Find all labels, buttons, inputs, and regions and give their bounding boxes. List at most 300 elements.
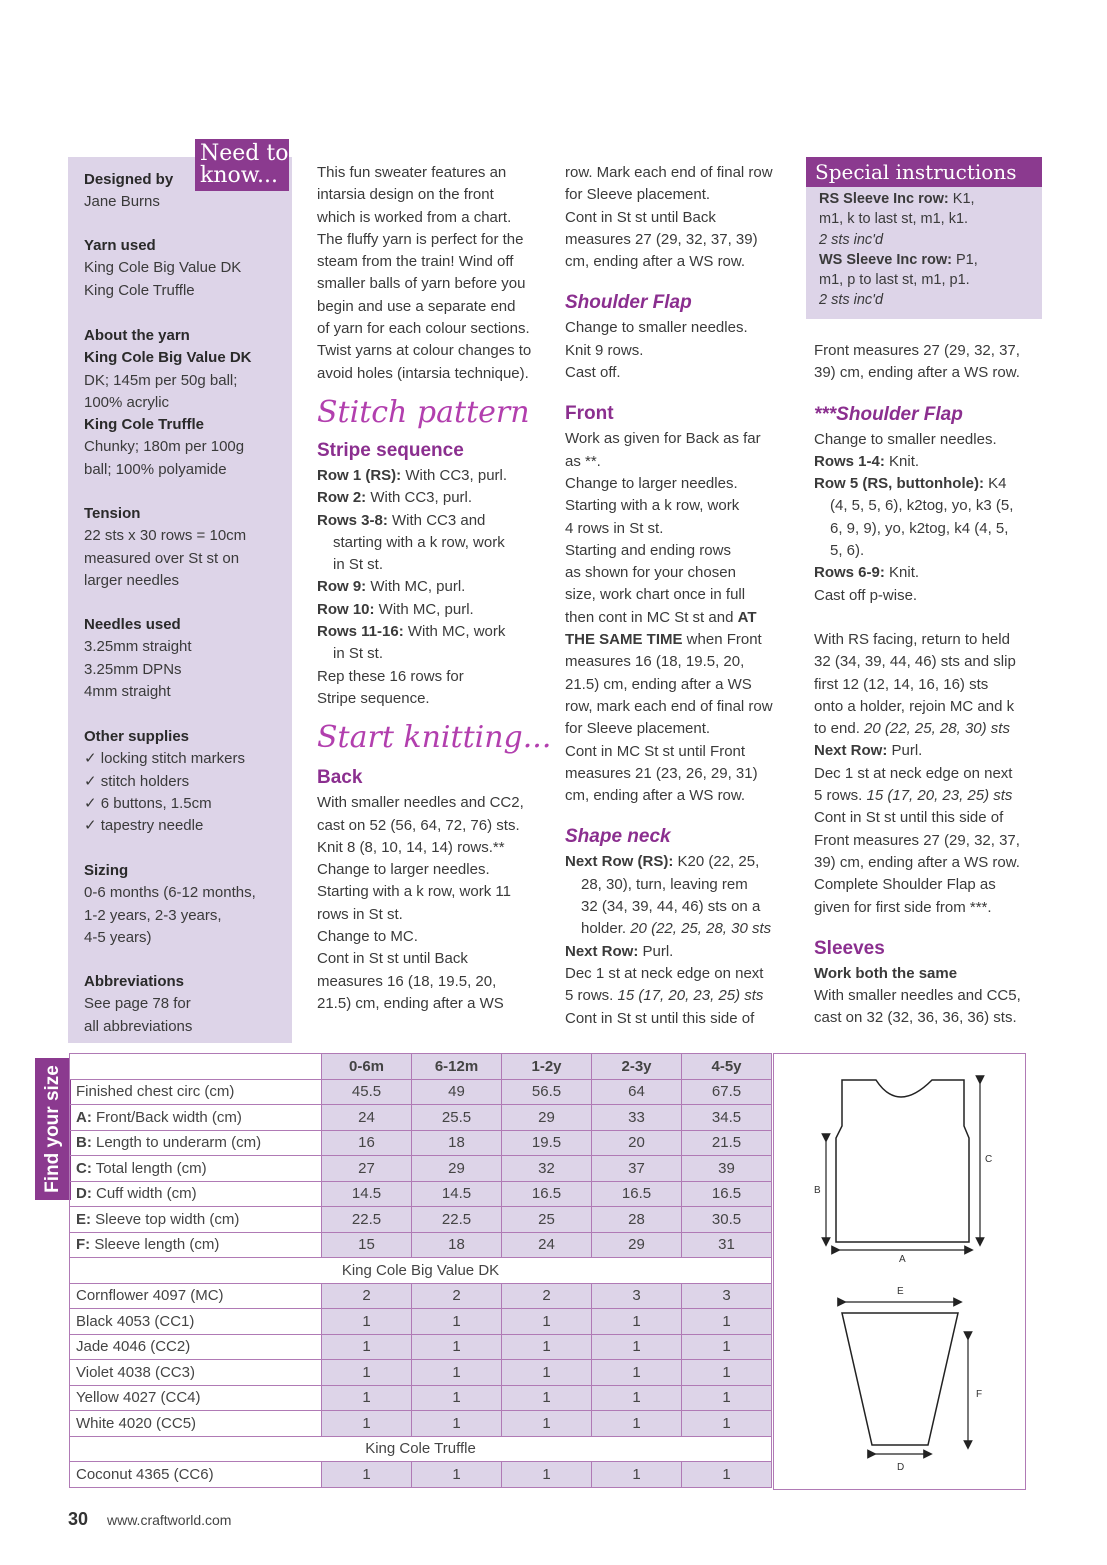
table-cell: 14.5 bbox=[322, 1181, 412, 1207]
measurement-key: D: bbox=[76, 1185, 92, 1203]
back-text: Change to larger needles. bbox=[317, 861, 490, 879]
sizing-text: 4-5 years) bbox=[84, 928, 152, 946]
table-cell: 24 bbox=[322, 1105, 412, 1131]
abbreviations-text: See page 78 for bbox=[84, 995, 191, 1013]
row-text: 32 (34, 39, 44, 46) sts on a bbox=[581, 898, 761, 916]
cont-text: given for first side from ***. bbox=[814, 898, 992, 916]
front-text: 4 rows in St st. bbox=[565, 519, 664, 537]
label-b: B bbox=[814, 1185, 821, 1196]
yarn-used-label: Yarn used bbox=[84, 237, 156, 254]
table-header-row bbox=[70, 1054, 772, 1080]
sleeves-text: cast on 32 (32, 36, 36, 36) sts. bbox=[814, 1009, 1017, 1027]
rs-facing-text: With RS facing, return to held bbox=[814, 630, 1010, 648]
row-label: Row 2: bbox=[317, 489, 367, 507]
back-text: Starting with a k row, work 11 bbox=[317, 883, 511, 901]
cast-off-text: Cast off p-wise. bbox=[814, 586, 918, 604]
supply-item: ✓ tapestry needle bbox=[84, 817, 204, 835]
back-heading: Back bbox=[317, 767, 363, 789]
table-cell: 1 bbox=[682, 1360, 772, 1386]
cont-text: Cont in St st until this side of bbox=[565, 1009, 755, 1027]
row-text: With CC3 and bbox=[387, 511, 486, 529]
find-your-size-label: Find your size bbox=[42, 1065, 63, 1193]
row-text: K20 (22, 25, bbox=[673, 853, 760, 871]
stitch-count: 2 sts inc'd bbox=[819, 231, 884, 248]
body-outline bbox=[836, 1080, 969, 1242]
cont-text: Complete Shoulder Flap as bbox=[814, 876, 996, 894]
yarn-label: Jade 4046 (CC2) bbox=[70, 1334, 322, 1360]
front-text: as shown for your chosen bbox=[565, 564, 736, 582]
intro-line: intarsia design on the front bbox=[317, 186, 494, 204]
row-text: in St st. bbox=[333, 645, 384, 663]
table-row bbox=[70, 1105, 772, 1131]
start-knitting-heading: Start knitting... bbox=[317, 720, 552, 756]
row-label: Next Row: bbox=[814, 742, 888, 760]
yarn1-desc: 100% acrylic bbox=[84, 393, 170, 411]
column-3 bbox=[814, 340, 1044, 1030]
rows-3-8 bbox=[317, 510, 557, 532]
shoulder-flap-2-heading: ***Shoulder Flap bbox=[814, 403, 963, 425]
column-2 bbox=[565, 162, 800, 1030]
back-text: Cont in St st until Back bbox=[565, 208, 716, 226]
page-number: 30 bbox=[68, 1509, 89, 1529]
yarn2-desc: ball; 100% polyamide bbox=[84, 460, 227, 478]
yarn-label: Cornflower 4097 (MC) bbox=[70, 1283, 322, 1309]
dec-text: 5 rows. bbox=[565, 987, 618, 1005]
rs-facing-text: 32 (34, 39, 44, 46) sts and slip bbox=[814, 653, 1016, 671]
shoulder-text: Cast off. bbox=[565, 364, 621, 382]
size-table bbox=[69, 1053, 772, 1488]
dec-text: Dec 1 st at neck edge on next bbox=[565, 964, 764, 982]
table-cell: 16 bbox=[322, 1130, 412, 1156]
tag-line-2: know... bbox=[200, 163, 278, 188]
sizing-label: Sizing bbox=[84, 862, 129, 879]
stitch-pattern-heading: Stitch pattern bbox=[317, 394, 530, 430]
measurement-label: Finished chest circ (cm) bbox=[70, 1079, 322, 1105]
table-cell: 37 bbox=[592, 1156, 682, 1182]
needles-label: Needles used bbox=[84, 616, 181, 633]
stitch-count: 20 (22, 25, 28, 30 sts bbox=[630, 920, 772, 938]
stitch-count: 15 (17, 20, 23, 25) sts bbox=[866, 787, 1013, 805]
table-cell: 1 bbox=[592, 1411, 682, 1437]
table-cell: 1 bbox=[592, 1360, 682, 1386]
table-cell: 1 bbox=[502, 1411, 592, 1437]
front-text: 21.5) cm, ending after a WS bbox=[565, 675, 752, 693]
table-cell: 33 bbox=[592, 1105, 682, 1131]
supply-item: ✓ stitch holders bbox=[84, 772, 190, 790]
front-text bbox=[565, 629, 800, 651]
table-cell: 2 bbox=[502, 1283, 592, 1309]
row-text: m1, p to last st, m1, p1. bbox=[819, 272, 970, 289]
same-time-bold: THE SAME TIME bbox=[565, 631, 683, 649]
row-text: K1, bbox=[948, 191, 975, 207]
row-label: Rows 1-4: bbox=[814, 452, 885, 470]
back-text: Cont in St st until Back bbox=[317, 950, 468, 968]
table-cell: 1 bbox=[682, 1334, 772, 1360]
tension-text: measured over St st on bbox=[84, 549, 240, 567]
front-text: Front measures 27 (29, 32, 37, bbox=[814, 342, 1020, 359]
row-label: WS Sleeve Inc row: bbox=[819, 251, 952, 268]
measurement-label: D: Cuff width (cm) bbox=[70, 1181, 322, 1207]
sleeves-heading: Sleeves bbox=[814, 937, 885, 959]
work-both-text: Work both the same bbox=[814, 964, 958, 982]
back-text: cast on 52 (56, 64, 72, 76) sts. bbox=[317, 816, 520, 834]
abbreviations-label: Abbreviations bbox=[84, 973, 185, 990]
table-cell: 1 bbox=[502, 1309, 592, 1335]
row-label: Rows 11-16: bbox=[317, 623, 404, 641]
table-cell: 34.5 bbox=[682, 1105, 772, 1131]
sleeve-outline bbox=[842, 1313, 958, 1445]
row-label: Row 10: bbox=[317, 600, 375, 618]
table-cell: 3 bbox=[682, 1283, 772, 1309]
table-row bbox=[70, 1130, 772, 1156]
table-cell: 31 bbox=[682, 1232, 772, 1258]
rs-facing-text: onto a holder, rejoin MC and k bbox=[814, 697, 1015, 715]
back-text: for Sleeve placement. bbox=[565, 186, 711, 204]
needle-item: 4mm straight bbox=[84, 682, 171, 700]
label-c: C bbox=[985, 1154, 993, 1165]
intro-line: steam from the train! Wind off bbox=[317, 253, 514, 271]
table-cell: 67.5 bbox=[682, 1079, 772, 1105]
table-cell: 1 bbox=[592, 1309, 682, 1335]
shoulder-text: Knit 9 rows. bbox=[565, 341, 644, 359]
size-header: 4-5y bbox=[682, 1054, 772, 1080]
front-text-span: when Front bbox=[682, 631, 762, 649]
table-cell: 1 bbox=[682, 1411, 772, 1437]
table-cell: 16.5 bbox=[682, 1181, 772, 1207]
table-cell: 15 bbox=[322, 1232, 412, 1258]
row-label: Rows 6-9: bbox=[814, 564, 885, 582]
front-text: for Sleeve placement. bbox=[565, 720, 711, 738]
rows-1-4 bbox=[814, 451, 1044, 473]
yarn-label: Black 4053 (CC1) bbox=[70, 1309, 322, 1335]
measurement-key: A: bbox=[76, 1108, 92, 1126]
table-cell: 45.5 bbox=[322, 1079, 412, 1105]
repeat-text: Stripe sequence. bbox=[317, 689, 430, 707]
front-text: Starting and ending rows bbox=[565, 541, 731, 559]
table-cell: 18 bbox=[412, 1232, 502, 1258]
stitch-count: 20 (22, 25, 28, 30) sts bbox=[864, 720, 1010, 738]
stripe-sequence-heading: Stripe sequence bbox=[317, 439, 464, 461]
row-text: Knit. bbox=[884, 564, 920, 582]
measurement-key: E: bbox=[76, 1210, 91, 1228]
table-cell: 25 bbox=[502, 1207, 592, 1233]
table-cell: 30.5 bbox=[682, 1207, 772, 1233]
rows-11-16 bbox=[317, 621, 557, 643]
table-cell: 29 bbox=[502, 1105, 592, 1131]
row-text: 6, 9, 9), yo, k2tog, k4 (4, 5, bbox=[830, 519, 1009, 537]
back-text: Knit 8 (8, 10, 14, 14) rows.** bbox=[317, 838, 505, 856]
abbreviations-text: all abbreviations bbox=[84, 1017, 193, 1035]
need-to-know-tag bbox=[195, 139, 289, 191]
table-cell: 1 bbox=[412, 1411, 502, 1437]
supplies-label: Other supplies bbox=[84, 728, 190, 745]
table-row bbox=[70, 1207, 772, 1233]
back-text: Change to MC. bbox=[317, 928, 418, 946]
measurement-key: B: bbox=[76, 1134, 92, 1152]
sizing-text: 1-2 years, 2-3 years, bbox=[84, 906, 222, 924]
front-text: Starting with a k row, work bbox=[565, 497, 740, 515]
row-text: With CC3, purl. bbox=[401, 466, 508, 484]
front-text: Change to larger needles. bbox=[565, 474, 738, 492]
back-text: measures 16 (18, 19.5, 20, bbox=[317, 972, 497, 990]
row-text: With MC, purl. bbox=[366, 578, 466, 596]
front-heading: Front bbox=[565, 403, 614, 425]
sizing-section bbox=[84, 860, 256, 949]
repeat-text: Rep these 16 rows for bbox=[317, 667, 464, 685]
measurement-label: C: Total length (cm) bbox=[70, 1156, 322, 1182]
tension-text: 22 sts x 30 rows = 10cm bbox=[84, 527, 247, 545]
sizing-text: 0-6 months (6-12 months, bbox=[84, 884, 256, 902]
front-text: row, mark each end of final row bbox=[565, 697, 773, 715]
table-cell: 1 bbox=[322, 1411, 412, 1437]
next-row bbox=[565, 941, 800, 963]
row-text: m1, k to last st, m1, k1. bbox=[819, 211, 969, 228]
table-cell: 21.5 bbox=[682, 1130, 772, 1156]
cont-text: Cont in St st until this side of bbox=[814, 809, 1004, 827]
table-cell: 25.5 bbox=[412, 1105, 502, 1131]
intro-line: Twist yarns at colour changes to bbox=[317, 342, 532, 360]
table-cell: 1 bbox=[592, 1334, 682, 1360]
yarn-group-label: King Cole Big Value DK bbox=[70, 1258, 772, 1284]
front-text: as **. bbox=[565, 452, 601, 470]
row-label: Row 1 (RS): bbox=[317, 466, 402, 484]
back-text: row. Mark each end of final row bbox=[565, 164, 773, 181]
row-label: Row 5 (RS, buttonhole): bbox=[814, 475, 984, 493]
table-cell: 14.5 bbox=[412, 1181, 502, 1207]
table-cell: 3 bbox=[592, 1283, 682, 1309]
table-cell: 28 bbox=[592, 1207, 682, 1233]
intro-line: The fluffy yarn is perfect for the bbox=[317, 230, 524, 248]
garment-diagram bbox=[773, 1053, 1026, 1490]
row-text: With MC, purl. bbox=[374, 600, 474, 618]
label-f: F bbox=[976, 1389, 983, 1400]
front-text: cm, ending after a WS row. bbox=[565, 787, 746, 805]
table-row bbox=[70, 1334, 772, 1360]
back-text: rows in St st. bbox=[317, 905, 403, 923]
measurement-label: B: Length to underarm (cm) bbox=[70, 1130, 322, 1156]
row-text: 5, 6). bbox=[830, 542, 865, 560]
table-cell: 1 bbox=[322, 1462, 412, 1488]
rs-sleeve-inc bbox=[819, 189, 1039, 209]
size-header: 1-2y bbox=[502, 1054, 592, 1080]
row-label: Next Row (RS): bbox=[565, 853, 674, 871]
stitch-count: 15 (17, 20, 23, 25) sts bbox=[617, 987, 764, 1005]
table-row bbox=[70, 1156, 772, 1182]
row-label: Rows 3-8: bbox=[317, 511, 388, 529]
column-1 bbox=[317, 162, 557, 1015]
front-text bbox=[565, 607, 800, 629]
dec-line bbox=[814, 785, 1044, 807]
special-instructions-heading: Special instructions bbox=[806, 157, 1042, 187]
back-text: 21.5) cm, ending after a WS bbox=[317, 994, 504, 1012]
table-cell: 20 bbox=[592, 1130, 682, 1156]
yarn-label: Coconut 4365 (CC6) bbox=[70, 1462, 322, 1488]
shoulder-flap-heading: Shoulder Flap bbox=[565, 292, 692, 314]
row-text: (4, 5, 5, 6), k2tog, yo, k3 (5, bbox=[830, 497, 1014, 515]
table-cell: 1 bbox=[592, 1385, 682, 1411]
table-cell: 2 bbox=[412, 1283, 502, 1309]
holder-line bbox=[565, 918, 800, 940]
table-cell: 1 bbox=[682, 1462, 772, 1488]
table-row bbox=[70, 1462, 772, 1488]
header-blank-cell bbox=[70, 1054, 322, 1080]
tension-text: larger needles bbox=[84, 571, 180, 589]
special-instructions-content bbox=[819, 189, 1039, 311]
table-row bbox=[70, 1411, 772, 1437]
back-text: With smaller needles and CC2, bbox=[317, 794, 524, 812]
table-cell: 1 bbox=[322, 1334, 412, 1360]
table-cell: 29 bbox=[592, 1232, 682, 1258]
yarn-group-label: King Cole Truffle bbox=[70, 1436, 772, 1462]
front-text: Cont in MC St st until Front bbox=[565, 742, 746, 760]
row-text: starting with a k row, work bbox=[333, 533, 505, 551]
row-9 bbox=[317, 576, 557, 598]
next-row bbox=[814, 740, 1044, 762]
table-row bbox=[70, 1385, 772, 1411]
intro-line: which is worked from a chart. bbox=[317, 208, 512, 226]
row-10 bbox=[317, 599, 557, 621]
row-text: K4 bbox=[983, 475, 1007, 493]
to-end-line bbox=[814, 718, 1044, 740]
row-label: Row 9: bbox=[317, 578, 367, 596]
table-cell: 64 bbox=[592, 1079, 682, 1105]
table-cell: 1 bbox=[502, 1360, 592, 1386]
table-cell: 19.5 bbox=[502, 1130, 592, 1156]
row-text: With CC3, purl. bbox=[366, 489, 473, 507]
tension-section bbox=[84, 503, 246, 592]
size-header: 6-12m bbox=[412, 1054, 502, 1080]
front-text: measures 21 (23, 26, 29, 31) bbox=[565, 764, 758, 782]
row-text: P1, bbox=[951, 251, 978, 268]
row-label: RS Sleeve Inc row: bbox=[819, 191, 949, 207]
row-5 bbox=[814, 473, 1044, 495]
intro-line: of yarn for each colour sections. bbox=[317, 320, 530, 338]
table-cell: 27 bbox=[322, 1156, 412, 1182]
table-row bbox=[70, 1283, 772, 1309]
table-cell: 1 bbox=[322, 1309, 412, 1335]
abbreviations-section bbox=[84, 971, 192, 1038]
row-text: Purl. bbox=[887, 742, 923, 760]
intro-line: smaller balls of yarn before you bbox=[317, 275, 526, 293]
table-cell: 1 bbox=[322, 1385, 412, 1411]
table-cell: 1 bbox=[682, 1309, 772, 1335]
table-cell: 1 bbox=[322, 1360, 412, 1386]
dec-text: 5 rows. bbox=[814, 787, 867, 805]
table-row bbox=[70, 1232, 772, 1258]
supply-item: ✓ locking stitch markers bbox=[84, 750, 245, 768]
footer-url[interactable]: www.craftworld.com bbox=[107, 1512, 232, 1528]
about-yarn-label: About the yarn bbox=[84, 327, 190, 344]
at-bold: AT bbox=[737, 608, 757, 626]
label-d: D bbox=[897, 1462, 905, 1473]
table-cell: 1 bbox=[682, 1385, 772, 1411]
designer-name: Jane Burns bbox=[84, 193, 160, 211]
row-text: Knit. bbox=[884, 452, 920, 470]
tension-label: Tension bbox=[84, 505, 141, 522]
table-cell: 18 bbox=[412, 1130, 502, 1156]
table-group-row bbox=[70, 1258, 772, 1284]
table-cell: 1 bbox=[412, 1309, 502, 1335]
find-your-size-tab bbox=[35, 1058, 71, 1200]
table-cell: 49 bbox=[412, 1079, 502, 1105]
dec-text: Dec 1 st at neck edge on next bbox=[814, 764, 1013, 782]
row-label: Next Row: bbox=[565, 942, 639, 960]
front-text: measures 16 (18, 19.5, 20, bbox=[565, 653, 745, 671]
measurement-label: F: Sleeve length (cm) bbox=[70, 1232, 322, 1258]
needle-item: 3.25mm straight bbox=[84, 638, 192, 656]
table-cell: 22.5 bbox=[412, 1207, 502, 1233]
table-cell: 16.5 bbox=[592, 1181, 682, 1207]
table-cell: 1 bbox=[412, 1462, 502, 1488]
table-cell: 39 bbox=[682, 1156, 772, 1182]
size-header: 0-6m bbox=[322, 1054, 412, 1080]
table-row bbox=[70, 1360, 772, 1386]
needle-item: 3.25mm DPNs bbox=[84, 660, 182, 678]
shape-neck-heading: Shape neck bbox=[565, 826, 671, 848]
about-yarn-section bbox=[84, 325, 252, 481]
rs-facing-text: first 12 (12, 14, 16, 16) sts bbox=[814, 675, 989, 693]
table-cell: 56.5 bbox=[502, 1079, 592, 1105]
next-row-rs bbox=[565, 851, 800, 873]
measurement-label: A: Front/Back width (cm) bbox=[70, 1105, 322, 1131]
yarn-label: Yellow 4027 (CC4) bbox=[70, 1385, 322, 1411]
front-text-span: then cont in MC St st and bbox=[565, 608, 738, 626]
yarn-label: Violet 4038 (CC3) bbox=[70, 1360, 322, 1386]
row-text: holder. bbox=[581, 920, 631, 938]
measurement-label: E: Sleeve top width (cm) bbox=[70, 1207, 322, 1233]
intro-line: begin and use a separate end bbox=[317, 297, 516, 315]
yarn1-name: King Cole Big Value DK bbox=[84, 349, 252, 367]
row-text: to end. bbox=[814, 720, 865, 738]
measurement-key: C: bbox=[76, 1159, 92, 1177]
size-header: 2-3y bbox=[592, 1054, 682, 1080]
back-text: measures 27 (29, 32, 37, 39) bbox=[565, 230, 758, 248]
table-cell: 32 bbox=[502, 1156, 592, 1182]
yarn2-name: King Cole Truffle bbox=[84, 416, 204, 434]
yarn-used-section bbox=[84, 235, 241, 302]
sleeves-text: With smaller needles and CC5, bbox=[814, 987, 1021, 1005]
row-text: 28, 30), turn, leaving rem bbox=[581, 875, 748, 893]
label-a: A bbox=[899, 1254, 906, 1265]
tag-line-1: Need to bbox=[200, 141, 289, 166]
designed-by-label: Designed by bbox=[84, 171, 174, 188]
yarn1-desc: DK; 145m per 50g ball; bbox=[84, 371, 238, 389]
designer-section bbox=[84, 169, 173, 214]
front-text: 39) cm, ending after a WS row. bbox=[814, 364, 1020, 382]
row-text: Purl. bbox=[638, 942, 674, 960]
yarn-item: King Cole Big Value DK bbox=[84, 259, 242, 277]
ws-sleeve-inc bbox=[819, 250, 1039, 270]
table-cell: 1 bbox=[412, 1360, 502, 1386]
garment-schematic bbox=[774, 1054, 1024, 1488]
measurement-key: F: bbox=[76, 1236, 91, 1254]
table-cell: 1 bbox=[502, 1462, 592, 1488]
table-cell: 1 bbox=[412, 1334, 502, 1360]
table-row bbox=[70, 1079, 772, 1105]
front-text: Work as given for Back as far bbox=[565, 430, 761, 448]
intro-line: This fun sweater features an bbox=[317, 164, 507, 181]
table-cell: 22.5 bbox=[322, 1207, 412, 1233]
table-group-row bbox=[70, 1436, 772, 1462]
yarn-item: King Cole Truffle bbox=[84, 281, 195, 299]
row-1 bbox=[317, 465, 557, 487]
shoulder-text: Change to smaller needles. bbox=[565, 319, 748, 337]
front-text: size, work chart once in full bbox=[565, 586, 746, 604]
row-text: in St st. bbox=[333, 556, 384, 574]
table-cell: 1 bbox=[502, 1334, 592, 1360]
yarn-label: White 4020 (CC5) bbox=[70, 1411, 322, 1437]
needles-section bbox=[84, 614, 192, 703]
